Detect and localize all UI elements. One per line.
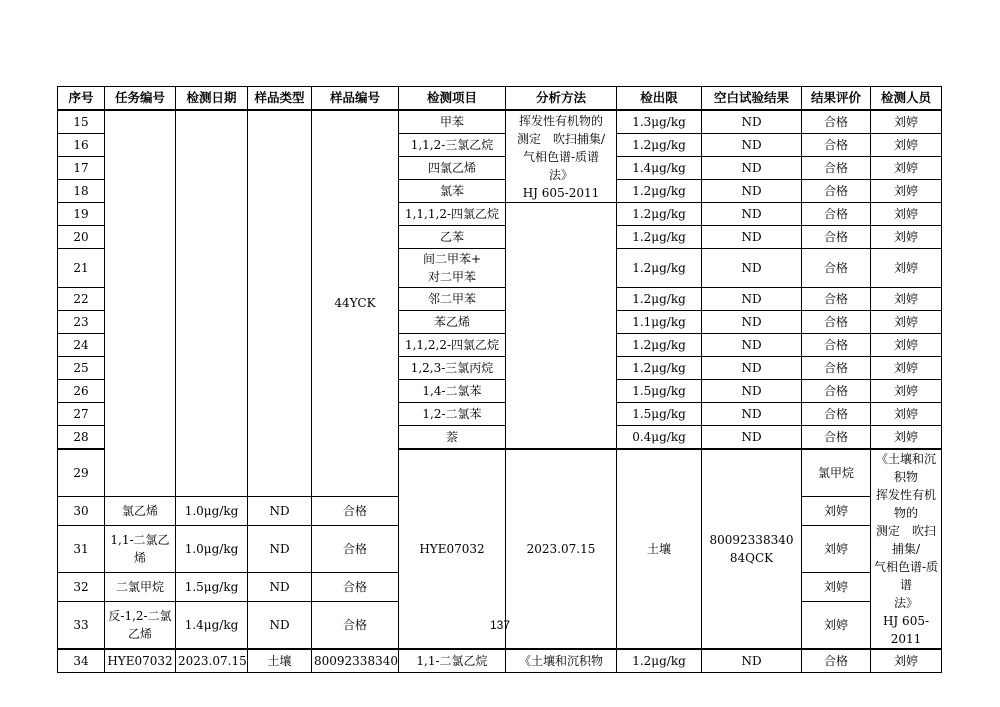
cell-eval: 合格: [802, 180, 871, 203]
cell-person: 刘婷: [871, 203, 942, 226]
cell-no: 21: [58, 249, 105, 288]
method-line: HJ 605-2011: [882, 614, 930, 646]
method-line: 测定 吹扫捕集/: [875, 524, 936, 556]
col-header-no: 序号: [58, 87, 105, 111]
cell-limit: 1.3μg/kg: [617, 110, 702, 134]
cell-blank: ND: [702, 334, 802, 357]
cell-person: 刘婷: [871, 180, 942, 203]
cell-blank: ND: [248, 526, 312, 573]
cell-eval: 合格: [312, 572, 399, 601]
cell-no: 31: [58, 526, 105, 573]
cell-person: 刘婷: [871, 380, 942, 403]
cell-sample-id: 44YCK: [312, 110, 399, 496]
cell-sample-id: 80092338340: [312, 649, 399, 673]
cell-method: [506, 110, 617, 203]
col-header-limit: 检出限: [617, 87, 702, 111]
results-table: [57, 86, 942, 673]
cell-item: 氯乙烯: [105, 496, 176, 525]
cell-blank: ND: [702, 380, 802, 403]
table-row: [58, 110, 942, 134]
cell-limit: 1.2μg/kg: [617, 334, 702, 357]
method-line: 法》: [548, 167, 573, 182]
item-line: 对二甲苯: [427, 270, 476, 284]
sample-id-line: 80092338340: [709, 533, 794, 547]
cell-no: 23: [58, 311, 105, 334]
cell-item: 1,1,2-三氯乙烷: [399, 134, 506, 157]
cell-eval: 合格: [802, 157, 871, 180]
cell-person: 刘婷: [871, 403, 942, 426]
cell-item: 甲苯: [399, 110, 506, 134]
cell-eval: 合格: [802, 203, 871, 226]
cell-no: 25: [58, 357, 105, 380]
cell-task-id: [105, 110, 176, 496]
cell-person: 刘婷: [871, 134, 942, 157]
cell-blank: ND: [702, 180, 802, 203]
item-line: 间二甲苯+: [422, 252, 482, 266]
cell-person: 刘婷: [802, 496, 871, 525]
cell-blank: ND: [702, 157, 802, 180]
cell-no: 15: [58, 110, 105, 134]
cell-limit: 1.4μg/kg: [617, 157, 702, 180]
cell-blank: ND: [702, 357, 802, 380]
cell-person: 刘婷: [802, 602, 871, 650]
cell-limit: 1.1μg/kg: [617, 311, 702, 334]
method-line: 测定 吹扫捕集/: [516, 131, 606, 146]
cell-no: 33: [58, 602, 105, 650]
method-line: 气相色谱-质谱: [522, 149, 600, 164]
cell-item: 氯苯: [399, 180, 506, 203]
cell-sample-type: 土壤: [617, 449, 702, 649]
cell-eval: 合格: [802, 357, 871, 380]
cell-eval: 合格: [802, 249, 871, 288]
cell-item: 1,1,1,2-四氯乙烷: [399, 203, 506, 226]
cell-eval: 合格: [802, 226, 871, 249]
method-line: 挥发性有机物的: [875, 488, 936, 520]
cell-limit: 1.4μg/kg: [176, 602, 248, 650]
cell-limit: 1.2μg/kg: [617, 203, 702, 226]
cell-item: 1,1-二氯乙烯: [105, 526, 176, 573]
cell-limit: 1.2μg/kg: [617, 226, 702, 249]
cell-person: 刘婷: [871, 426, 942, 450]
cell-blank: ND: [702, 134, 802, 157]
cell-item: 乙苯: [399, 226, 506, 249]
cell-no: 26: [58, 380, 105, 403]
cell-sample-type: 土壤: [248, 649, 312, 673]
col-header-item: 检测项目: [399, 87, 506, 111]
cell-person: 刘婷: [871, 357, 942, 380]
cell-item: 苯乙烯: [399, 311, 506, 334]
cell-task-id: HYE07032: [399, 449, 506, 649]
cell-person: 刘婷: [871, 110, 942, 134]
method-line: 法》: [893, 596, 918, 610]
cell-no: 30: [58, 496, 105, 525]
cell-item: 四氯乙烯: [399, 157, 506, 180]
method-line: HJ 605-2011: [522, 185, 600, 200]
cell-limit: 1.2μg/kg: [617, 649, 702, 673]
cell-item: 1,2,3-三氯丙烷: [399, 357, 506, 380]
method-line: 《土壤和沉积物: [875, 452, 936, 484]
cell-item: 1,4-二氯苯: [399, 380, 506, 403]
cell-no: 28: [58, 426, 105, 450]
cell-person: 刘婷: [871, 288, 942, 311]
cell-no: 27: [58, 403, 105, 426]
cell-no: 17: [58, 157, 105, 180]
cell-item: 萘: [399, 426, 506, 450]
cell-blank: ND: [702, 403, 802, 426]
cell-date: 2023.07.15: [176, 649, 248, 673]
cell-no: 18: [58, 180, 105, 203]
col-header-date: 检测日期: [176, 87, 248, 111]
cell-limit: 1.2μg/kg: [617, 180, 702, 203]
cell-blank: ND: [702, 203, 802, 226]
cell-person: 刘婷: [802, 526, 871, 573]
cell-no: 34: [58, 649, 105, 673]
cell-limit: 1.5μg/kg: [617, 380, 702, 403]
cell-item: 二氯甲烷: [105, 572, 176, 601]
cell-task-id: HYE07032: [105, 649, 176, 673]
cell-person: 刘婷: [871, 157, 942, 180]
sample-id-line: 84QCK: [729, 551, 774, 565]
col-header-sample-id: 样品编号: [312, 87, 399, 111]
cell-limit: 1.2μg/kg: [617, 288, 702, 311]
cell-no: 29: [58, 449, 105, 496]
cell-limit: 1.5μg/kg: [176, 572, 248, 601]
cell-eval: 合格: [312, 496, 399, 525]
cell-item: [399, 249, 506, 288]
cell-sample-type: [248, 110, 312, 496]
cell-blank: ND: [248, 602, 312, 650]
page-number: 137: [489, 618, 511, 632]
cell-no: 22: [58, 288, 105, 311]
cell-person: 刘婷: [871, 334, 942, 357]
cell-blank: ND: [702, 311, 802, 334]
cell-person: 刘婷: [871, 249, 942, 288]
cell-person: 刘婷: [871, 226, 942, 249]
cell-limit: 1.0μg/kg: [176, 496, 248, 525]
cell-blank: ND: [702, 426, 802, 450]
cell-eval: 合格: [802, 288, 871, 311]
cell-limit: 1.2μg/kg: [617, 357, 702, 380]
table-row: [58, 649, 942, 673]
cell-eval: 合格: [802, 134, 871, 157]
col-header-eval: 结果评价: [802, 87, 871, 111]
cell-eval: 合格: [802, 426, 871, 450]
cell-eval: 合格: [802, 649, 871, 673]
cell-limit: 1.5μg/kg: [617, 403, 702, 426]
cell-eval: 合格: [312, 526, 399, 573]
cell-blank: ND: [702, 226, 802, 249]
cell-person: 刘婷: [802, 572, 871, 601]
col-header-sample-type: 样品类型: [248, 87, 312, 111]
cell-blank: ND: [702, 110, 802, 134]
cell-no: 19: [58, 203, 105, 226]
cell-eval: 合格: [802, 311, 871, 334]
cell-limit: 1.2μg/kg: [617, 249, 702, 288]
col-header-blank: 空白试验结果: [702, 87, 802, 111]
cell-eval: 合格: [802, 380, 871, 403]
col-header-task: 任务编号: [105, 87, 176, 111]
cell-person: 刘婷: [871, 649, 942, 673]
cell-date: [176, 110, 248, 496]
cell-person: 刘婷: [871, 311, 942, 334]
cell-item: 邻二甲苯: [399, 288, 506, 311]
cell-blank: ND: [702, 649, 802, 673]
cell-blank: ND: [248, 496, 312, 525]
cell-eval: 合格: [802, 110, 871, 134]
cell-blank: ND: [248, 572, 312, 601]
cell-limit: 0.4μg/kg: [617, 426, 702, 450]
cell-no: 32: [58, 572, 105, 601]
cell-eval: 合格: [312, 602, 399, 650]
cell-no: 24: [58, 334, 105, 357]
method-line: 挥发性有机物的: [518, 113, 603, 128]
cell-item: 氯甲烷: [802, 449, 871, 496]
cell-date: 2023.07.15: [506, 449, 617, 649]
col-header-person: 检测人员: [871, 87, 942, 111]
cell-no: 16: [58, 134, 105, 157]
cell-no: 20: [58, 226, 105, 249]
cell-method: 《土壤和沉积物: [506, 649, 617, 673]
cell-item: 反-1,2-二氯乙烯: [105, 602, 176, 650]
method-line: 气相色谱-质谱: [873, 560, 939, 592]
cell-eval: 合格: [802, 334, 871, 357]
cell-blank: ND: [702, 288, 802, 311]
cell-item: 1,1-二氯乙烷: [399, 649, 506, 673]
cell-method: [506, 203, 617, 450]
header-row: [58, 87, 942, 111]
cell-item: 1,2-二氯苯: [399, 403, 506, 426]
cell-limit: 1.2μg/kg: [617, 134, 702, 157]
col-header-method: 分析方法: [506, 87, 617, 111]
cell-eval: 合格: [802, 403, 871, 426]
cell-item: 1,1,2,2-四氯乙烷: [399, 334, 506, 357]
cell-blank: ND: [702, 249, 802, 288]
cell-limit: 1.0μg/kg: [176, 526, 248, 573]
